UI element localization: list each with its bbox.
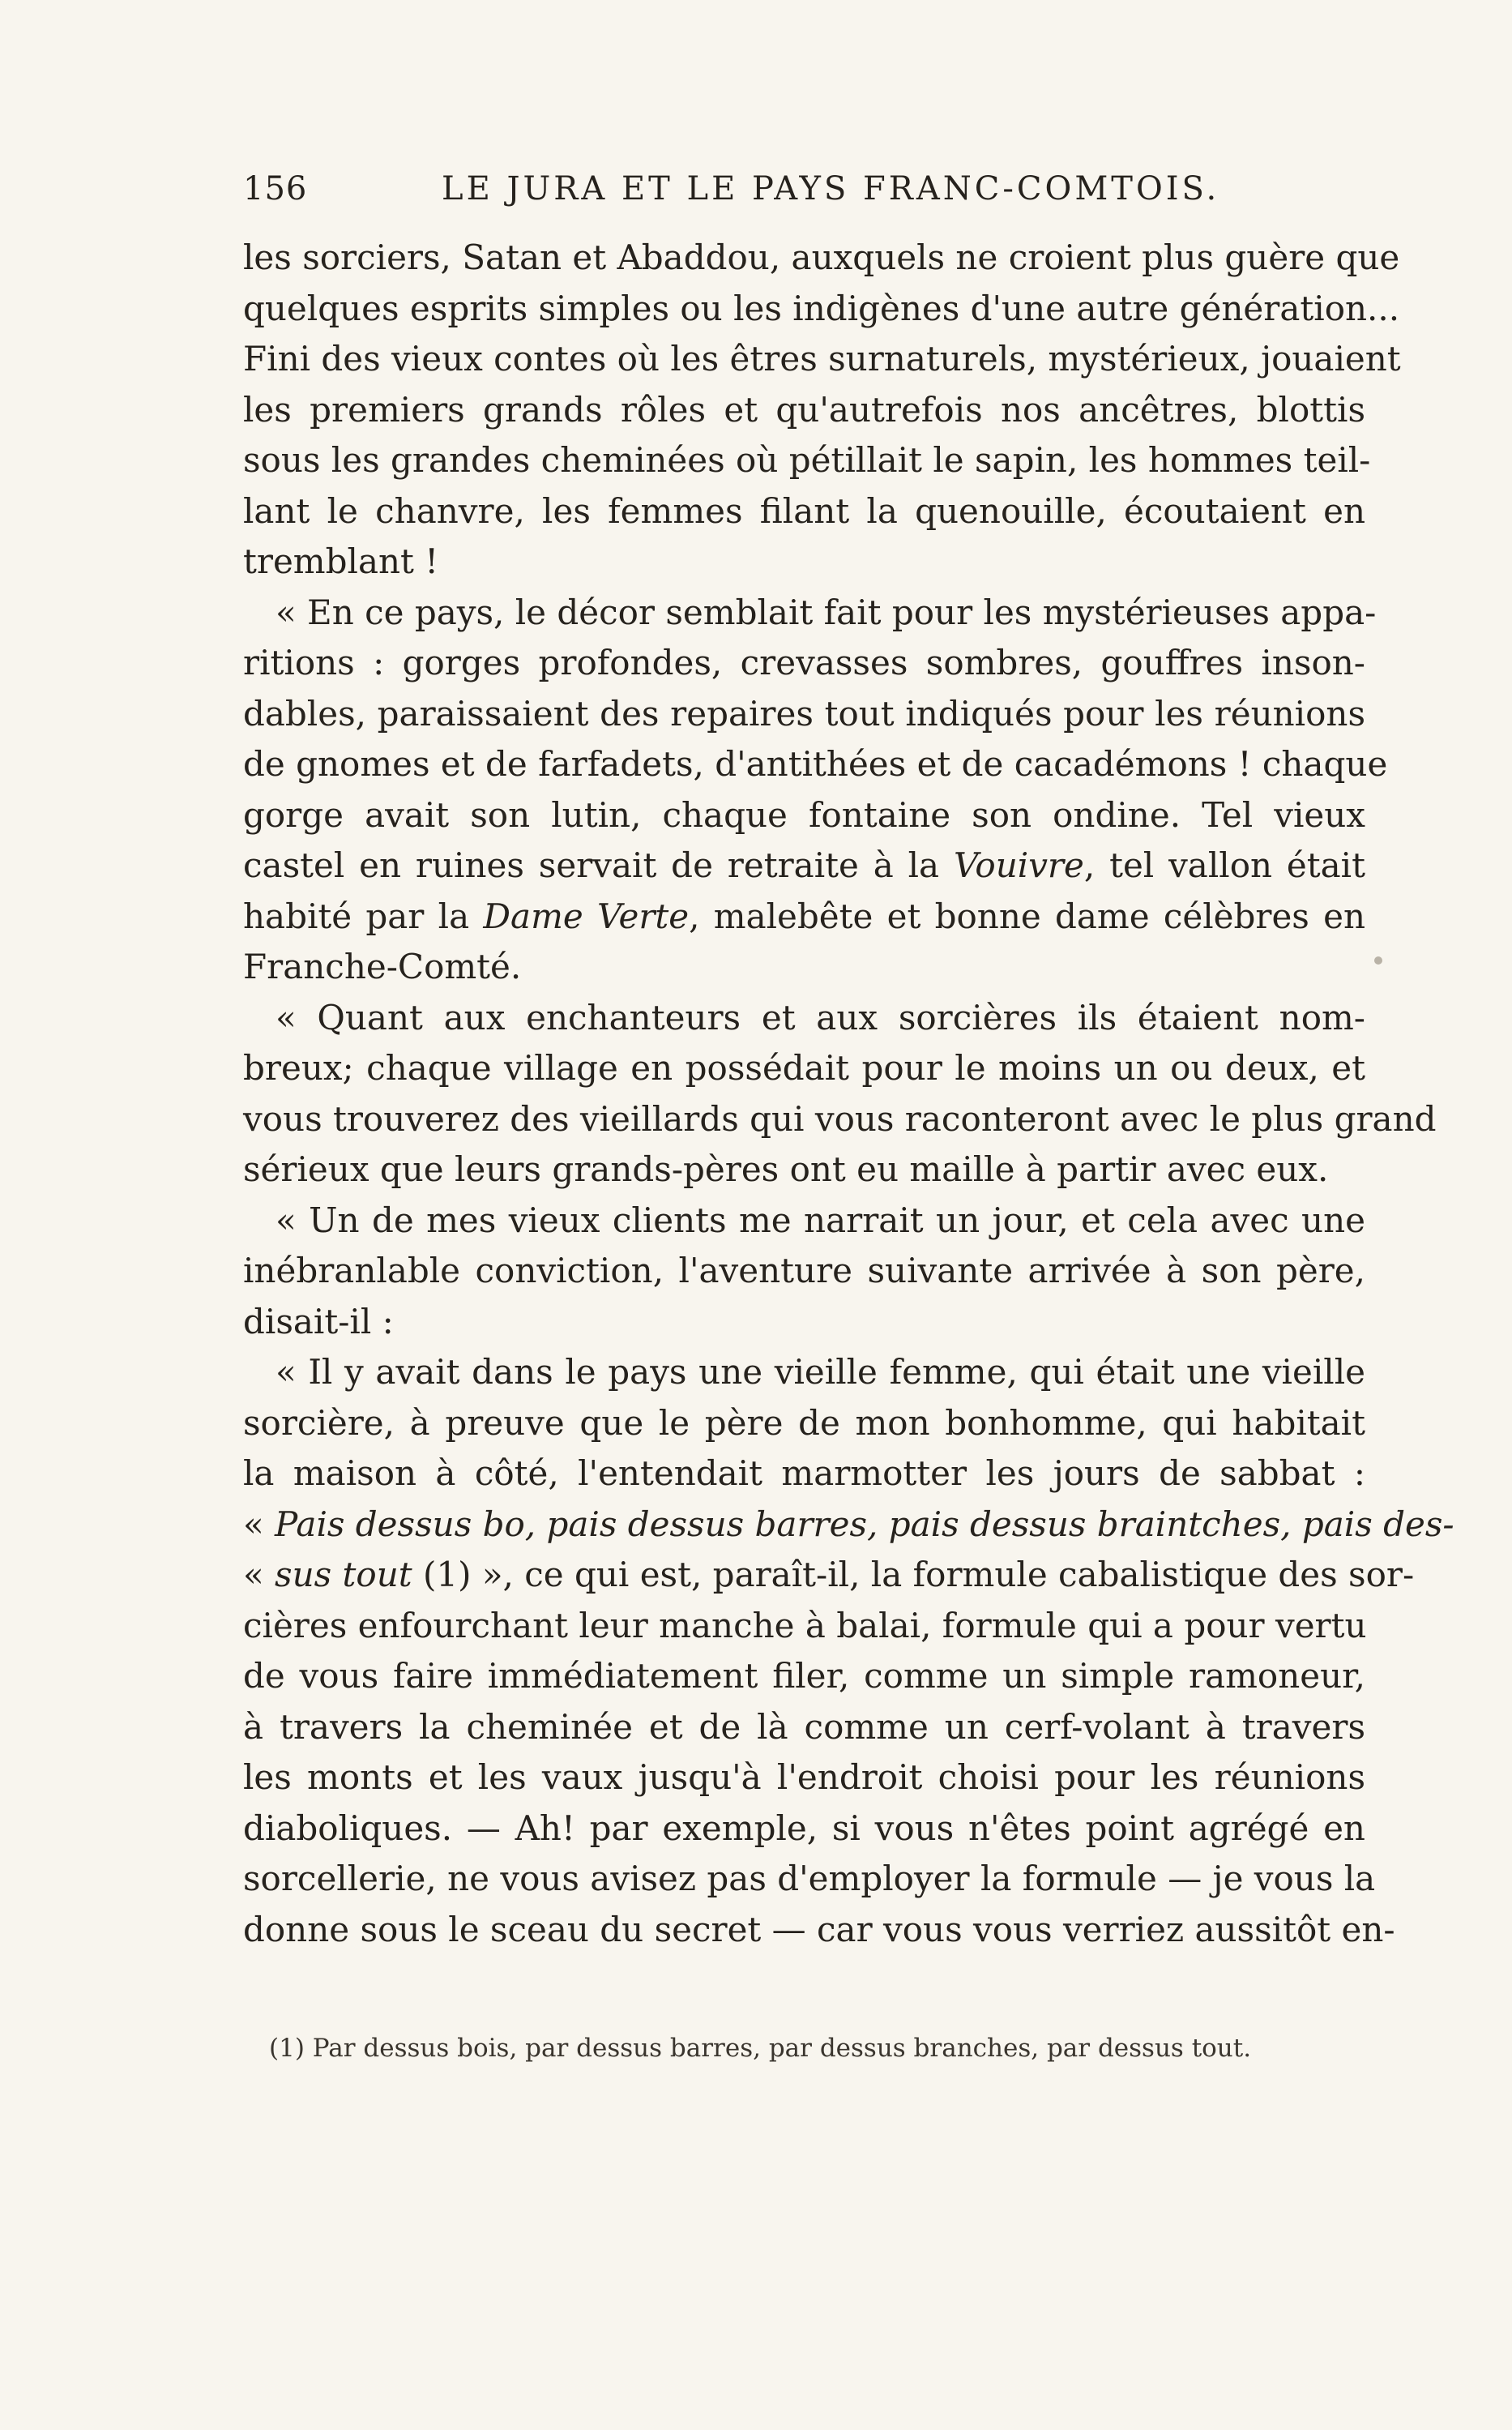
text-line: donne sous le sceau du secret — car vous vous verriez aussitôt en- [243, 1910, 1395, 1949]
text-run: « [243, 1555, 275, 1594]
text-line: Franche-Comté. [243, 947, 522, 986]
text-line: disait-il : [243, 1302, 394, 1341]
page-number: 156 [243, 170, 308, 207]
text-line: sorcellerie, ne vous avisez pas d'employer la formule — je vous la [243, 1859, 1376, 1898]
text-run: castel en ruines servait de retraite à la [243, 845, 954, 885]
text-line: « Il y avait dans le pays une vieille femme, qui était une vieille [275, 1352, 1365, 1392]
text-line: tremblant ! [243, 541, 439, 581]
text-run: (1) », ce qui est, paraît-il, la formule cabalistique des sor- [412, 1555, 1415, 1594]
italic-patois-formula: Pais dessus bo, pais dessus barres, pais dessus braintches, pais des- [275, 1504, 1454, 1544]
text-line: de gnomes et de farfadets, d'antithées et de cacadémons ! chaque [243, 744, 1388, 784]
text-run: habité par la [243, 896, 484, 936]
text-line: « Un de mes vieux clients me narrait un jour, et cela avec une [275, 1200, 1365, 1240]
text-line: de vous faire immédiatement filer, comme un simple ramoneur, [243, 1656, 1365, 1696]
text-line: diaboliques. — Ah! par exemple, si vous n'êtes point agrégé en [243, 1808, 1365, 1848]
text-line: les sorciers, Satan et Abaddou, auxquels ne croient plus guère que [243, 237, 1400, 277]
text-line [243, 841, 1365, 891]
text-run: , tel vallon était [1083, 845, 1365, 885]
text-line: la maison à côté, l'entendait marmotter les jours de sabbat : [243, 1453, 1365, 1493]
text-line [243, 1550, 1415, 1600]
text-line: Fini des vieux contes où les êtres surnaturels, mystérieux, jouaient [243, 339, 1401, 379]
text-line: ritions : gorges profondes, crevasses sombres, gouffres inson- [243, 643, 1365, 682]
text-line: sorcière, à preuve que le père de mon bonhomme, qui habitait [243, 1403, 1365, 1443]
page-header [243, 170, 1410, 219]
margin-dot [1374, 956, 1382, 965]
text-line: « En ce pays, le décor semblait fait pour les mystérieuses appa- [275, 593, 1377, 632]
text-line: sérieux que leurs grands-pères ont eu maille à partir avec eux. [243, 1149, 1329, 1189]
italic-patois-formula: sus tout [275, 1555, 412, 1594]
text-line: lant le chanvre, les femmes filant la quenouille, écoutaient en [243, 491, 1365, 531]
italic-term-vouivre: Vouivre [953, 845, 1084, 885]
text-line: « Quant aux enchanteurs et aux sorcières ils étaient nom- [275, 998, 1365, 1037]
italic-term-dame-verte: Dame Verte [483, 896, 690, 936]
footnote: (1) Par dessus bois, par dessus barres, par dessus branches, par dessus tout. [269, 2034, 1252, 2063]
text-line [243, 1499, 1454, 1550]
text-line: les monts et les vaux jusqu'à l'endroit choisi pour les réunions [243, 1757, 1365, 1797]
text-line: cières enfourchant leur manche à balai, formule qui a pour vertu [243, 1606, 1367, 1645]
text-line: à travers la cheminée et de là comme un cerf-volant à travers [243, 1707, 1365, 1747]
text-line: sous les grandes cheminées où pétillait le sapin, les hommes teil- [243, 440, 1371, 480]
text-line: inébranlable conviction, l'aventure suivante arrivée à son père, [243, 1251, 1365, 1290]
text-line: les premiers grands rôles et qu'autrefois nos ancêtres, blottis [243, 390, 1365, 430]
running-title: LE JURA ET LE PAYS FRANC-COMTOIS. [442, 170, 1220, 207]
text-line: gorge avait son lutin, chaque fontaine son ondine. Tel vieux [243, 795, 1365, 835]
text-line [243, 892, 1365, 942]
text-line: dables, paraissaient des repaires tout indiqués pour les réunions [243, 694, 1365, 734]
text-run: « [243, 1504, 275, 1544]
text-line: quelques esprits simples ou les indigènes d'une autre génération... [243, 289, 1400, 328]
text-line: vous trouverez des vieillards qui vous raconteront avec le plus grand [243, 1099, 1437, 1139]
text-line: breux; chaque village en possédait pour le moins un ou deux, et [243, 1048, 1365, 1088]
text-run: , malebête et bonne dame célèbres en [689, 896, 1366, 936]
